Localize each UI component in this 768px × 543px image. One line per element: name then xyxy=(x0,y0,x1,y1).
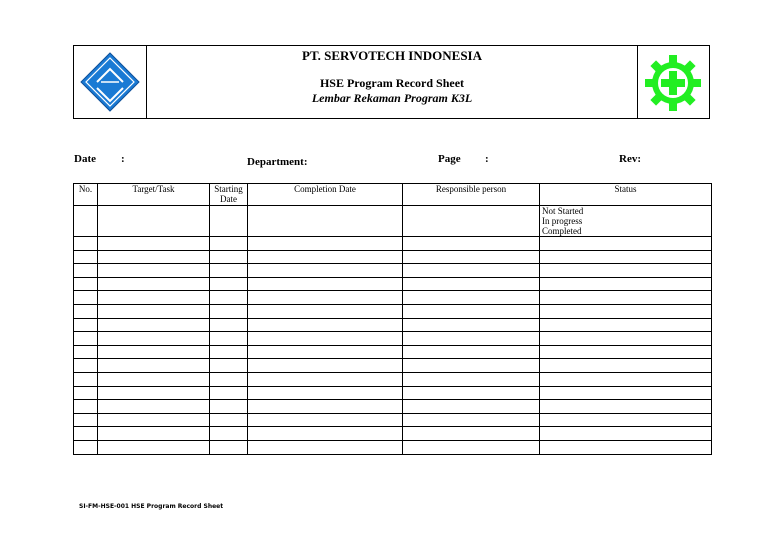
cell-status[interactable] xyxy=(540,400,712,414)
cell-completion-date[interactable] xyxy=(248,332,403,346)
table-row xyxy=(74,440,712,454)
cell-no[interactable] xyxy=(74,237,98,251)
cell-status[interactable] xyxy=(540,304,712,318)
cell-completion-date[interactable] xyxy=(248,345,403,359)
table-row xyxy=(74,291,712,305)
footer-document-code: SI-FM-HSE-001 HSE Program Record Sheet xyxy=(79,503,224,510)
cell-no[interactable] xyxy=(74,332,98,346)
cell-responsible-person[interactable] xyxy=(403,237,540,251)
header-completion-date: Completion Date xyxy=(248,184,403,206)
cell-target-task[interactable] xyxy=(98,332,210,346)
cell-no[interactable] xyxy=(74,345,98,359)
company-name: PT. SERVOTECH INDONESIA xyxy=(302,48,482,63)
cell-status[interactable] xyxy=(540,345,712,359)
cell-starting-date[interactable] xyxy=(210,291,248,305)
cell-target-task[interactable] xyxy=(98,206,210,237)
cell-status[interactable] xyxy=(540,413,712,427)
status-not-started: Not Started xyxy=(542,206,584,216)
cell-starting-date[interactable] xyxy=(210,264,248,278)
cell-starting-date[interactable] xyxy=(210,206,248,237)
cell-completion-date[interactable] xyxy=(248,206,403,237)
cell-status[interactable] xyxy=(540,237,712,251)
cell-completion-date[interactable] xyxy=(248,372,403,386)
cell-status[interactable] xyxy=(540,372,712,386)
table-body xyxy=(74,206,712,455)
date-label: Date xyxy=(74,153,96,165)
cell-responsible-person[interactable] xyxy=(403,359,540,373)
cell-starting-date[interactable] xyxy=(210,304,248,318)
cell-status[interactable] xyxy=(540,386,712,400)
cell-status[interactable] xyxy=(540,318,712,332)
cell-starting-date[interactable] xyxy=(210,413,248,427)
department-label: Department: xyxy=(247,156,308,168)
cell-no[interactable] xyxy=(74,304,98,318)
cell-target-task[interactable] xyxy=(98,345,210,359)
cell-status[interactable] xyxy=(540,291,712,305)
table-row xyxy=(74,304,712,318)
cell-responsible-person[interactable] xyxy=(403,332,540,346)
cell-completion-date[interactable] xyxy=(248,318,403,332)
cell-completion-date[interactable] xyxy=(248,264,403,278)
cell-target-task[interactable] xyxy=(98,277,210,291)
rev-label: Rev: xyxy=(619,153,641,165)
cell-starting-date[interactable] xyxy=(210,318,248,332)
cell-no[interactable] xyxy=(74,250,98,264)
cell-target-task[interactable] xyxy=(98,372,210,386)
cell-no[interactable] xyxy=(74,264,98,278)
status-in-progress: In progress xyxy=(542,216,583,226)
cell-responsible-person[interactable] xyxy=(403,277,540,291)
table-row xyxy=(74,427,712,441)
cell-target-task[interactable] xyxy=(98,413,210,427)
cell-completion-date[interactable] xyxy=(248,440,403,454)
cell-status[interactable] xyxy=(540,427,712,441)
status-completed: Completed xyxy=(542,226,582,236)
cell-completion-date[interactable] xyxy=(248,400,403,414)
header-starting-date: Starting Date xyxy=(210,184,248,206)
cell-target-task[interactable] xyxy=(98,237,210,251)
cell-responsible-person[interactable] xyxy=(403,345,540,359)
cell-no[interactable] xyxy=(74,277,98,291)
table-row xyxy=(74,386,712,400)
cell-no[interactable] xyxy=(74,427,98,441)
document-header xyxy=(73,45,710,119)
cell-starting-date[interactable] xyxy=(210,345,248,359)
cell-completion-date[interactable] xyxy=(248,304,403,318)
cell-completion-date[interactable] xyxy=(248,427,403,441)
cell-target-task[interactable] xyxy=(98,250,210,264)
cell-status-options[interactable] xyxy=(540,206,712,237)
cell-starting-date[interactable] xyxy=(210,250,248,264)
safety-cross-gear-icon xyxy=(644,54,702,112)
table-row xyxy=(74,237,712,251)
cell-target-task[interactable] xyxy=(98,264,210,278)
table-row xyxy=(74,318,712,332)
table-row xyxy=(74,400,712,414)
page-label: Page xyxy=(438,153,461,165)
cell-completion-date[interactable] xyxy=(248,386,403,400)
date-colon: : xyxy=(121,153,125,165)
cell-target-task[interactable] xyxy=(98,318,210,332)
cell-completion-date[interactable] xyxy=(248,413,403,427)
document-title: HSE Program Record Sheet xyxy=(319,76,465,90)
cell-starting-date[interactable] xyxy=(210,372,248,386)
cell-status[interactable] xyxy=(540,277,712,291)
cell-target-task[interactable] xyxy=(98,359,210,373)
cell-responsible-person[interactable] xyxy=(403,304,540,318)
cell-responsible-person[interactable] xyxy=(403,386,540,400)
cell-status[interactable] xyxy=(540,250,712,264)
cell-responsible-person[interactable] xyxy=(403,264,540,278)
cell-responsible-person[interactable] xyxy=(403,440,540,454)
cell-starting-date[interactable] xyxy=(210,277,248,291)
cell-responsible-person[interactable] xyxy=(403,318,540,332)
cell-starting-date[interactable] xyxy=(210,359,248,373)
cell-no[interactable] xyxy=(74,413,98,427)
document-title-indonesian: Lembar Rekaman Program K3L xyxy=(311,91,473,105)
cell-responsible-person[interactable] xyxy=(403,427,540,441)
logo-cell xyxy=(74,46,147,118)
cell-status[interactable] xyxy=(540,440,712,454)
safety-logo-cell xyxy=(637,46,709,118)
table-header-row xyxy=(74,184,712,206)
cell-no[interactable] xyxy=(74,400,98,414)
cell-starting-date[interactable] xyxy=(210,237,248,251)
cell-target-task[interactable] xyxy=(98,291,210,305)
table-row xyxy=(74,359,712,373)
table-row xyxy=(74,277,712,291)
cell-target-task[interactable] xyxy=(98,400,210,414)
company-logo-icon xyxy=(79,51,141,113)
cell-starting-date[interactable] xyxy=(210,440,248,454)
cell-target-task[interactable] xyxy=(98,427,210,441)
cell-responsible-person[interactable] xyxy=(403,372,540,386)
record-table xyxy=(73,183,712,455)
cell-completion-date[interactable] xyxy=(248,359,403,373)
cell-status[interactable] xyxy=(540,359,712,373)
cell-no[interactable] xyxy=(74,359,98,373)
page-colon: : xyxy=(485,153,489,165)
cell-completion-date[interactable] xyxy=(248,277,403,291)
cell-starting-date[interactable] xyxy=(210,427,248,441)
cell-starting-date[interactable] xyxy=(210,386,248,400)
table-row xyxy=(74,206,712,237)
cell-target-task[interactable] xyxy=(98,304,210,318)
table-row xyxy=(74,345,712,359)
table-row xyxy=(74,332,712,346)
header-no: No. xyxy=(74,184,98,206)
cell-completion-date[interactable] xyxy=(248,250,403,264)
title-cell xyxy=(147,46,637,118)
header-status: Status xyxy=(540,184,712,206)
table-row xyxy=(74,413,712,427)
info-row xyxy=(0,153,768,169)
cell-responsible-person[interactable] xyxy=(403,250,540,264)
table-row xyxy=(74,250,712,264)
cell-completion-date[interactable] xyxy=(248,237,403,251)
cell-starting-date[interactable] xyxy=(210,332,248,346)
cell-responsible-person[interactable] xyxy=(403,413,540,427)
cell-status[interactable] xyxy=(540,264,712,278)
cell-no[interactable] xyxy=(74,206,98,237)
cell-no[interactable] xyxy=(74,291,98,305)
header-target-task: Target/Task xyxy=(98,184,210,206)
cell-responsible-person[interactable] xyxy=(403,206,540,237)
cell-responsible-person[interactable] xyxy=(403,291,540,305)
header-responsible-person: Responsible person xyxy=(403,184,540,206)
table-row xyxy=(74,264,712,278)
cell-no[interactable] xyxy=(74,372,98,386)
cell-no[interactable] xyxy=(74,386,98,400)
cell-target-task[interactable] xyxy=(98,386,210,400)
cell-status[interactable] xyxy=(540,332,712,346)
cell-no[interactable] xyxy=(74,318,98,332)
cell-target-task[interactable] xyxy=(98,440,210,454)
cell-starting-date[interactable] xyxy=(210,400,248,414)
cell-completion-date[interactable] xyxy=(248,291,403,305)
table-row xyxy=(74,372,712,386)
cell-no[interactable] xyxy=(74,440,98,454)
cell-responsible-person[interactable] xyxy=(403,400,540,414)
